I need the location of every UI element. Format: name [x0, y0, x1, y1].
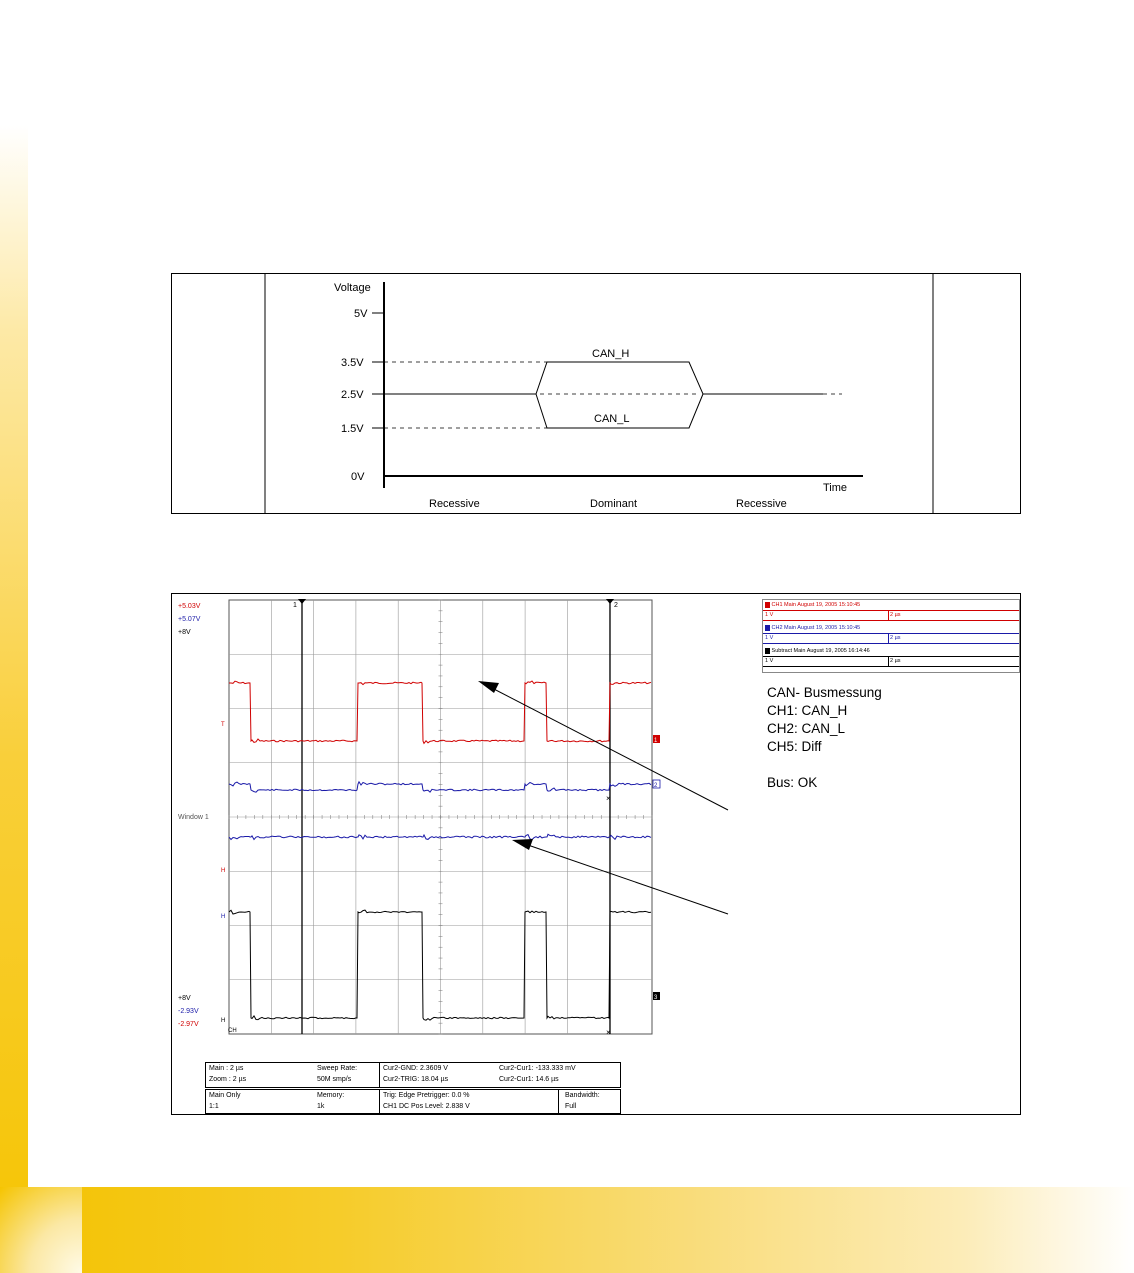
cursor-1-label: 1 [293, 602, 297, 609]
status-bandwidth-value: Full [565, 1103, 577, 1110]
status-cur2-cur1-v: Cur2-Cur1: -133.333 mV [499, 1065, 576, 1072]
notes-title: CAN- Busmessung [767, 685, 882, 700]
readout-ch2-bottom: -2.93V [178, 1008, 199, 1015]
status-ratio: 1:1 [209, 1103, 219, 1110]
ch2-table-scale: 1 V [765, 635, 774, 641]
time-axis-label: Time [823, 482, 848, 494]
trace-ch5-diff [229, 910, 651, 1020]
ch2-marker-label: 2 [654, 783, 658, 789]
status-cell-mode [205, 1089, 380, 1114]
status-cell-timebase [205, 1062, 380, 1088]
bottom-corner-accent [0, 1187, 82, 1273]
scope-grid [229, 600, 652, 1034]
diff-marker-label: 3 [654, 995, 658, 1001]
readout-diff-bottom: +8V [178, 995, 191, 1002]
window-label: Window 1 [178, 814, 209, 821]
status-bandwidth-label: Bandwidth: [565, 1092, 600, 1099]
notes-bus-status: Bus: OK [767, 775, 818, 790]
oscilloscope-panel [171, 593, 1021, 1115]
marker-h2: H [221, 914, 226, 920]
can-l-label: CAN_L [594, 413, 630, 425]
ch2-table-time: 2 µs [890, 635, 901, 641]
left-accent-bar [0, 125, 28, 1273]
status-sweep-label: Sweep Rate: [317, 1065, 358, 1072]
trace-ch1-can-h [229, 681, 651, 743]
level-0v: 0V [351, 471, 365, 483]
diff-table-time: 2 µs [890, 658, 901, 664]
cursor-2-handle[interactable] [606, 599, 614, 604]
marker-ch: CH [228, 1028, 237, 1034]
bottom-accent-bar [0, 1187, 1134, 1273]
status-cur2-gnd: Cur2-GND: 2.3609 V [383, 1065, 448, 1072]
status-zoom: Zoom : 2 µs [209, 1076, 247, 1083]
status-main: Main : 2 µs [209, 1065, 244, 1072]
readout-ch1-top: +5.03V [178, 603, 201, 610]
diff-color-swatch [765, 648, 770, 654]
status-memory-value: 1k [317, 1103, 325, 1110]
arrow-can-h-head [478, 681, 499, 693]
diff-table-title: Subtract Main August 19, 2005 16:14:46 [771, 648, 870, 654]
state-recessive-2: Recessive [736, 498, 787, 510]
cursor-x-mark-1: × [606, 794, 611, 803]
status-cell-cursors [379, 1062, 621, 1088]
cursor-1-handle[interactable] [298, 599, 306, 604]
cursor-2-label: 2 [614, 602, 618, 609]
diff-table-scale: 1 V [765, 658, 774, 664]
ch1-table-title: CH1 Main August 19, 2005 15:10:45 [771, 602, 861, 608]
status-cur2-cur1-t: Cur2-Cur1: 14.6 µs [499, 1076, 559, 1083]
state-dominant: Dominant [590, 498, 638, 510]
state-recessive-1: Recessive [429, 498, 480, 510]
can-h-signal [384, 362, 823, 394]
ch1-color-swatch [765, 602, 770, 608]
ch1-marker-label: 1 [654, 738, 658, 744]
notes-ch2: CH2: CAN_L [767, 721, 846, 736]
trace-ch2-can-l [229, 782, 651, 792]
channel-info-table [762, 599, 1020, 673]
arrow-can-l-line [525, 844, 728, 914]
readout-ch1-bottom: -2.97V [178, 1021, 199, 1028]
notes-ch1: CH1: CAN_H [767, 703, 848, 718]
marker-h1: H [221, 868, 226, 874]
can-h-label: CAN_H [592, 348, 630, 360]
readout-ch2-top: +5.07V [178, 616, 201, 623]
ch1-table-time: 2 µs [890, 612, 901, 618]
status-cell-bandwidth [558, 1089, 621, 1114]
cursor-x-mark-2: × [606, 1028, 611, 1037]
status-trig: Trig: Edge Pretrigger: 0.0 % [383, 1092, 470, 1099]
notes-spacer [767, 756, 882, 774]
arrow-can-l-head [512, 839, 533, 850]
trigger-marker: T [221, 722, 225, 728]
measurement-notes [767, 684, 882, 792]
can-level-diagram-panel [171, 273, 1021, 514]
ch2-table-title: CH2 Main August 19, 2005 15:10:45 [771, 625, 861, 631]
level-1-5v: 1.5V [341, 423, 364, 435]
marker-h3: H [221, 1018, 226, 1024]
level-5v: 5V [354, 308, 368, 320]
status-cur2-trig: Cur2-TRIG: 18.04 µs [383, 1076, 449, 1083]
status-memory-label: Memory: [317, 1092, 345, 1099]
status-main-only: Main Only [209, 1092, 241, 1099]
readout-diff-top: +8V [178, 629, 191, 636]
level-3-5v: 3.5V [341, 357, 364, 369]
can-level-diagram [172, 274, 1020, 513]
status-cell-trigger [379, 1089, 559, 1114]
ch2-color-swatch [765, 625, 770, 631]
arrow-can-h-line [490, 687, 728, 810]
status-trig-channel: CH1 DC Pos Level: 2.838 V [383, 1103, 470, 1110]
level-2-5v: 2.5V [341, 389, 364, 401]
ch1-table-scale: 1 V [765, 612, 774, 618]
voltage-axis-label: Voltage [334, 282, 371, 294]
status-sweep-value: 50M smp/s [317, 1076, 352, 1083]
notes-ch5: CH5: Diff [767, 739, 822, 754]
